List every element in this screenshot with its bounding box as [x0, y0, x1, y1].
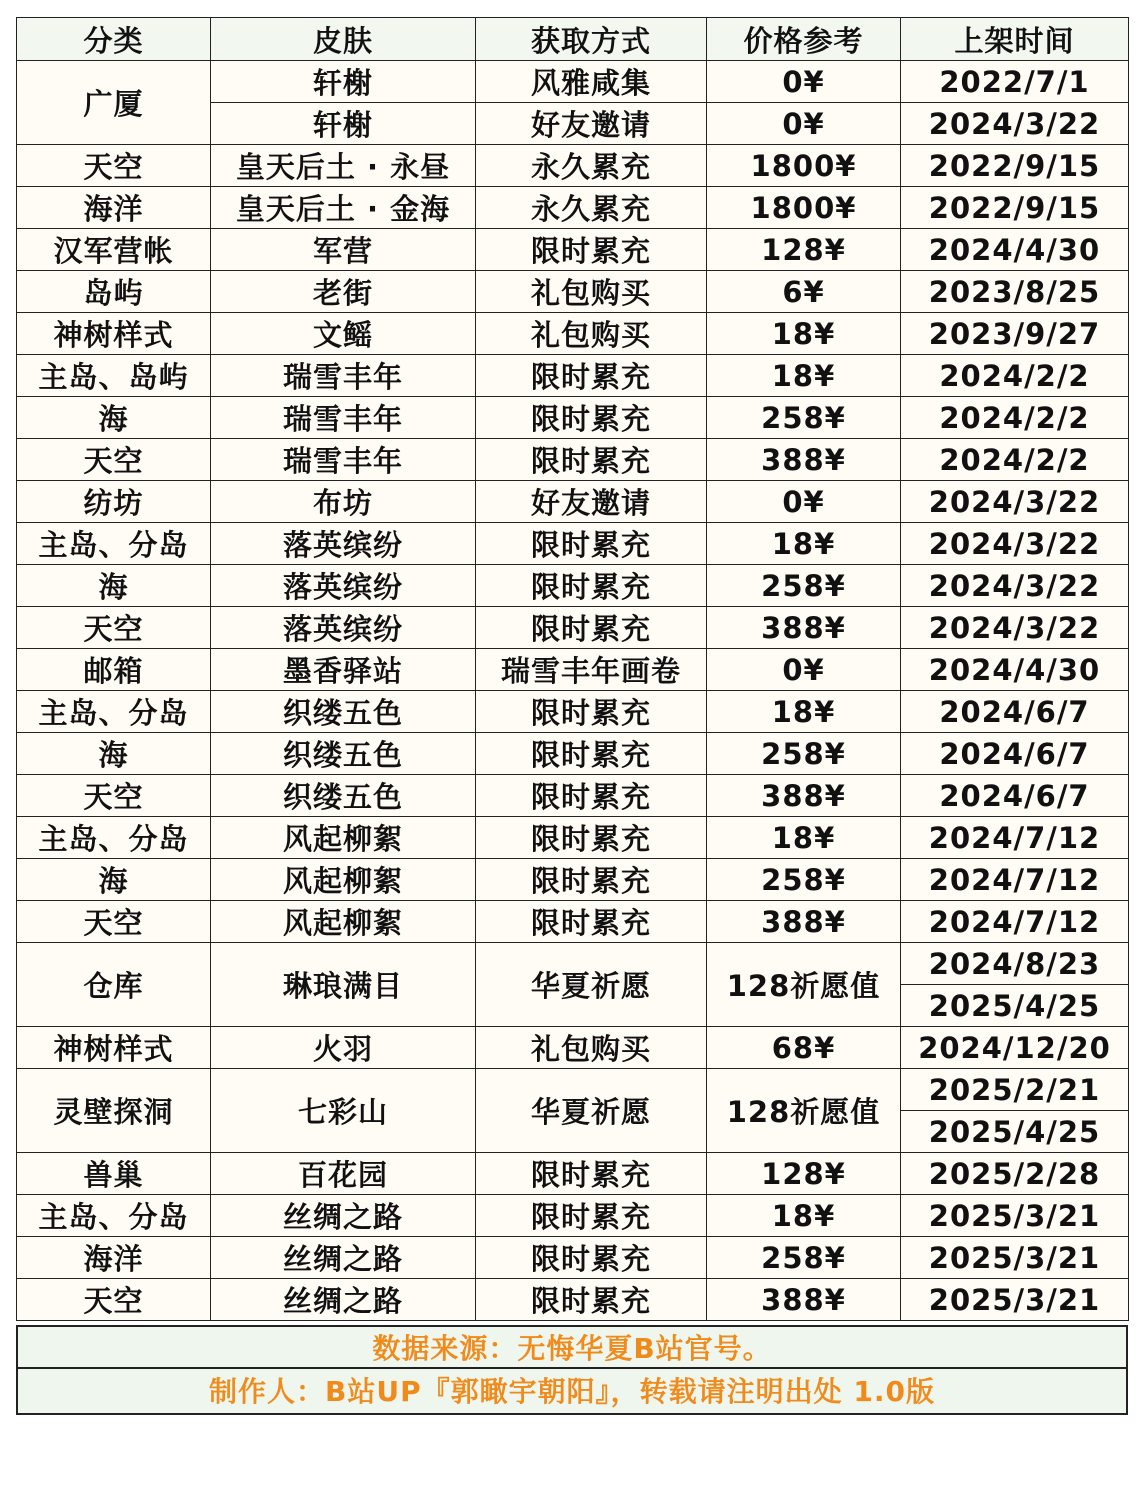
price-cell: 6¥	[707, 271, 901, 313]
release-date-cell: 2024/4/30	[901, 229, 1129, 271]
release-date-cell: 2025/3/21	[901, 1237, 1129, 1279]
method-cell: 永久累充	[476, 187, 707, 229]
price-cell: 128祈愿值	[707, 943, 901, 1027]
method-cell: 礼包购买	[476, 313, 707, 355]
method-cell: 永久累充	[476, 145, 707, 187]
table-row	[17, 775, 1129, 817]
skin-cell: 布坊	[211, 481, 476, 523]
price-cell: 128祈愿值	[707, 1069, 901, 1153]
release-date-cell: 2024/6/7	[901, 691, 1129, 733]
table-row	[17, 439, 1129, 481]
category-cell: 纺坊	[17, 481, 211, 523]
table-row	[17, 523, 1129, 565]
table-row	[17, 1195, 1129, 1237]
price-cell: 258¥	[707, 397, 901, 439]
price-cell: 18¥	[707, 817, 901, 859]
table-row	[17, 1069, 1129, 1111]
skin-cell: 织缕五色	[211, 691, 476, 733]
skin-cell: 军营	[211, 229, 476, 271]
price-cell: 0¥	[707, 61, 901, 103]
release-date-cell: 2025/2/28	[901, 1153, 1129, 1195]
header-price: 价格参考	[707, 18, 901, 61]
category-cell: 海	[17, 733, 211, 775]
header-row	[17, 18, 1129, 61]
method-cell: 限时累充	[476, 901, 707, 943]
table-row	[17, 691, 1129, 733]
category-cell: 海洋	[17, 187, 211, 229]
method-cell: 限时累充	[476, 565, 707, 607]
price-cell: 68¥	[707, 1027, 901, 1069]
table-row	[17, 901, 1129, 943]
category-cell: 邮箱	[17, 649, 211, 691]
method-cell: 限时累充	[476, 397, 707, 439]
category-cell: 海	[17, 565, 211, 607]
skin-cell: 皇天后土 · 金海	[211, 187, 476, 229]
method-cell: 限时累充	[476, 439, 707, 481]
table-row	[17, 61, 1129, 103]
category-cell: 主岛、岛屿	[17, 355, 211, 397]
skin-cell: 丝绸之路	[211, 1279, 476, 1321]
price-cell: 258¥	[707, 733, 901, 775]
release-date-cell: 2024/3/22	[901, 481, 1129, 523]
release-date-cell: 2025/4/25	[901, 985, 1129, 1027]
skin-cell: 落英缤纷	[211, 523, 476, 565]
price-cell: 128¥	[707, 1153, 901, 1195]
price-cell: 258¥	[707, 565, 901, 607]
skin-cell: 织缕五色	[211, 775, 476, 817]
release-date-cell: 2025/4/25	[901, 1111, 1129, 1153]
method-cell: 限时累充	[476, 775, 707, 817]
skin-cell: 琳琅满目	[211, 943, 476, 1027]
category-cell: 主岛、分岛	[17, 691, 211, 733]
skin-cell: 织缕五色	[211, 733, 476, 775]
header-release-date: 上架时间	[901, 18, 1129, 61]
table-row	[17, 1237, 1129, 1279]
release-date-cell: 2024/8/23	[901, 943, 1129, 985]
category-cell: 海	[17, 397, 211, 439]
method-cell: 华夏祈愿	[476, 1069, 707, 1153]
category-cell: 主岛、分岛	[17, 817, 211, 859]
skin-cell: 丝绸之路	[211, 1237, 476, 1279]
method-cell: 好友邀请	[476, 481, 707, 523]
release-date-cell: 2025/3/21	[901, 1279, 1129, 1321]
category-cell: 灵壁探洞	[17, 1069, 211, 1153]
release-date-cell: 2024/7/12	[901, 859, 1129, 901]
skin-cell: 七彩山	[211, 1069, 476, 1153]
method-cell: 限时累充	[476, 691, 707, 733]
method-cell: 限时累充	[476, 817, 707, 859]
category-cell: 天空	[17, 607, 211, 649]
table-row	[17, 1027, 1129, 1069]
table-row	[17, 355, 1129, 397]
release-date-cell: 2024/4/30	[901, 649, 1129, 691]
table-row	[17, 733, 1129, 775]
method-cell: 礼包购买	[476, 271, 707, 313]
method-cell: 华夏祈愿	[476, 943, 707, 1027]
price-cell: 18¥	[707, 355, 901, 397]
skin-cell: 瑞雪丰年	[211, 439, 476, 481]
skin-cell: 文鳐	[211, 313, 476, 355]
skin-cell: 瑞雪丰年	[211, 397, 476, 439]
skin-cell: 百花园	[211, 1153, 476, 1195]
release-date-cell: 2022/9/15	[901, 187, 1129, 229]
skin-cell: 风起柳絮	[211, 859, 476, 901]
release-date-cell: 2023/9/27	[901, 313, 1129, 355]
header-method: 获取方式	[476, 18, 707, 61]
release-date-cell: 2025/2/21	[901, 1069, 1129, 1111]
category-cell: 主岛、分岛	[17, 1195, 211, 1237]
release-date-cell: 2025/3/21	[901, 1195, 1129, 1237]
price-cell: 0¥	[707, 481, 901, 523]
category-cell: 广厦	[17, 61, 211, 145]
method-cell: 瑞雪丰年画卷	[476, 649, 707, 691]
author-credit-note: 制作人：B站UP『郭瞰宇朝阳』，转载请注明出处 1.0版	[16, 1369, 1128, 1415]
data-source-note: 数据来源：无悔华夏B站官号。	[16, 1325, 1128, 1369]
category-cell: 天空	[17, 1279, 211, 1321]
skin-cell: 丝绸之路	[211, 1195, 476, 1237]
category-cell: 天空	[17, 901, 211, 943]
price-cell: 18¥	[707, 691, 901, 733]
method-cell: 风雅咸集	[476, 61, 707, 103]
method-cell: 礼包购买	[476, 1027, 707, 1069]
skin-cell: 瑞雪丰年	[211, 355, 476, 397]
method-cell: 限时累充	[476, 1195, 707, 1237]
release-date-cell: 2024/2/2	[901, 439, 1129, 481]
table-row	[17, 271, 1129, 313]
table-row	[17, 397, 1129, 439]
release-date-cell: 2022/9/15	[901, 145, 1129, 187]
price-cell: 258¥	[707, 859, 901, 901]
release-date-cell: 2024/2/2	[901, 355, 1129, 397]
table-row	[17, 649, 1129, 691]
price-cell: 18¥	[707, 313, 901, 355]
price-cell: 0¥	[707, 103, 901, 145]
skin-cell: 风起柳絮	[211, 817, 476, 859]
category-cell: 仓库	[17, 943, 211, 1027]
release-date-cell: 2024/2/2	[901, 397, 1129, 439]
method-cell: 限时累充	[476, 229, 707, 271]
release-date-cell: 2022/7/1	[901, 61, 1129, 103]
release-date-cell: 2024/6/7	[901, 775, 1129, 817]
price-cell: 258¥	[707, 1237, 901, 1279]
skin-table-sheet	[16, 17, 1128, 1415]
table-row	[17, 817, 1129, 859]
method-cell: 限时累充	[476, 1153, 707, 1195]
skin-cell: 落英缤纷	[211, 607, 476, 649]
skin-cell: 老街	[211, 271, 476, 313]
table-row	[17, 187, 1129, 229]
category-cell: 汉军营帐	[17, 229, 211, 271]
table-row	[17, 481, 1129, 523]
table-row	[17, 1279, 1129, 1321]
category-cell: 天空	[17, 439, 211, 481]
method-cell: 好友邀请	[476, 103, 707, 145]
table-body	[17, 61, 1129, 1321]
price-cell: 388¥	[707, 775, 901, 817]
release-date-cell: 2024/3/22	[901, 523, 1129, 565]
category-cell: 主岛、分岛	[17, 523, 211, 565]
release-date-cell: 2024/6/7	[901, 733, 1129, 775]
table-row	[17, 145, 1129, 187]
skin-cell: 皇天后土 · 永昼	[211, 145, 476, 187]
release-date-cell: 2024/7/12	[901, 901, 1129, 943]
category-cell: 神树样式	[17, 313, 211, 355]
price-cell: 388¥	[707, 607, 901, 649]
category-cell: 天空	[17, 775, 211, 817]
price-cell: 128¥	[707, 229, 901, 271]
price-cell: 1800¥	[707, 145, 901, 187]
category-cell: 岛屿	[17, 271, 211, 313]
skin-cell: 落英缤纷	[211, 565, 476, 607]
table-row	[17, 607, 1129, 649]
category-cell: 神树样式	[17, 1027, 211, 1069]
release-date-cell: 2024/3/22	[901, 607, 1129, 649]
header-skin: 皮肤	[211, 18, 476, 61]
method-cell: 限时累充	[476, 607, 707, 649]
table-row	[17, 313, 1129, 355]
skin-cell: 墨香驿站	[211, 649, 476, 691]
skin-cell: 火羽	[211, 1027, 476, 1069]
release-date-cell: 2024/3/22	[901, 103, 1129, 145]
table-row	[17, 859, 1129, 901]
category-cell: 海洋	[17, 1237, 211, 1279]
price-cell: 388¥	[707, 439, 901, 481]
skin-cell: 轩榭	[211, 61, 476, 103]
method-cell: 限时累充	[476, 355, 707, 397]
table-row	[17, 943, 1129, 985]
method-cell: 限时累充	[476, 523, 707, 565]
release-date-cell: 2024/7/12	[901, 817, 1129, 859]
price-cell: 18¥	[707, 1195, 901, 1237]
release-date-cell: 2023/8/25	[901, 271, 1129, 313]
price-cell: 1800¥	[707, 187, 901, 229]
price-cell: 388¥	[707, 901, 901, 943]
category-cell: 海	[17, 859, 211, 901]
method-cell: 限时累充	[476, 1237, 707, 1279]
table-row	[17, 565, 1129, 607]
method-cell: 限时累充	[476, 733, 707, 775]
method-cell: 限时累充	[476, 859, 707, 901]
skin-table	[16, 17, 1129, 1321]
method-cell: 限时累充	[476, 1279, 707, 1321]
price-cell: 388¥	[707, 1279, 901, 1321]
table-row	[17, 1153, 1129, 1195]
release-date-cell: 2024/3/22	[901, 565, 1129, 607]
table-row	[17, 229, 1129, 271]
price-cell: 18¥	[707, 523, 901, 565]
category-cell: 天空	[17, 145, 211, 187]
skin-cell: 轩榭	[211, 103, 476, 145]
skin-cell: 风起柳絮	[211, 901, 476, 943]
header-category: 分类	[17, 18, 211, 61]
release-date-cell: 2024/12/20	[901, 1027, 1129, 1069]
category-cell: 兽巢	[17, 1153, 211, 1195]
price-cell: 0¥	[707, 649, 901, 691]
